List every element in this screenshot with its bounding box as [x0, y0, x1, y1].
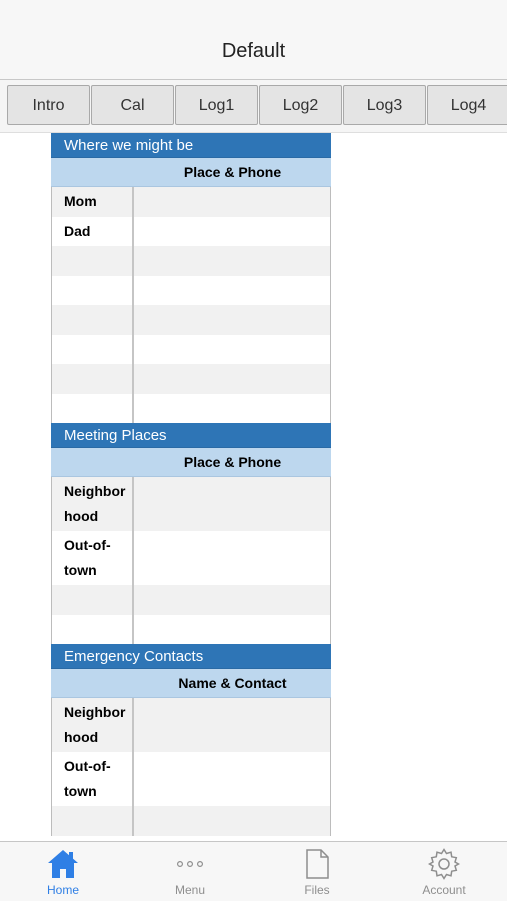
row-label: Out-of- town [52, 752, 134, 806]
section-header-meeting [51, 448, 331, 477]
nav-files[interactable] [254, 842, 380, 901]
table-cell[interactable] [134, 585, 330, 615]
table-cell[interactable] [134, 364, 330, 394]
page-title: Default [221, 40, 286, 62]
tab-cal[interactable]: Cal [91, 85, 174, 125]
row-label: Out-of- town [52, 531, 134, 585]
row-label: Neighbor hood [52, 477, 134, 531]
table-row[interactable] [51, 217, 331, 247]
section-title-where: Where we might be [51, 133, 331, 158]
row-label: Neighbor hood [52, 698, 134, 752]
table-row[interactable] [51, 394, 331, 424]
table-cell[interactable] [134, 752, 330, 806]
nav-label: Files [304, 883, 330, 897]
table-row[interactable] [51, 364, 331, 394]
table-row[interactable] [51, 187, 331, 217]
nav-account[interactable] [381, 842, 507, 901]
row-label [52, 394, 134, 424]
table-row[interactable] [51, 752, 331, 806]
table-cell[interactable] [134, 394, 330, 424]
column-header: Place & Phone [183, 454, 282, 470]
row-label: Mom [52, 187, 134, 217]
section-header-where [51, 158, 331, 187]
row-label [52, 585, 134, 615]
row-label [52, 615, 134, 645]
spreadsheet-view[interactable] [0, 133, 507, 841]
table-row[interactable] [51, 806, 331, 836]
table-row[interactable] [51, 305, 331, 335]
table-cell[interactable] [134, 531, 330, 585]
section-title-meeting: Meeting Places [51, 423, 331, 448]
table-cell[interactable] [134, 276, 330, 306]
row-label [52, 246, 134, 276]
row-label [52, 276, 134, 306]
table-row[interactable] [51, 698, 331, 752]
nav-label: Account [422, 883, 466, 897]
table-cell[interactable] [134, 305, 330, 335]
tab-intro[interactable]: Intro [7, 85, 90, 125]
table-row[interactable] [51, 335, 331, 365]
table-cell[interactable] [134, 477, 330, 531]
table-cell[interactable] [134, 615, 330, 645]
more-dots-icon [173, 848, 207, 885]
tab-log2[interactable]: Log2 [259, 85, 342, 125]
table-row[interactable] [51, 585, 331, 615]
nav-label: Menu [174, 883, 206, 897]
table-row[interactable] [51, 276, 331, 306]
table-row[interactable] [51, 477, 331, 531]
row-label: Dad [52, 217, 134, 247]
section-title-emergency: Emergency Contacts [51, 644, 331, 669]
tab-log4[interactable]: Log4 [427, 85, 507, 125]
column-header: Name & Contact [178, 675, 287, 691]
row-label [52, 364, 134, 394]
sheet-grid [51, 133, 331, 836]
row-label [52, 305, 134, 335]
row-label [52, 806, 134, 836]
table-cell[interactable] [134, 187, 330, 217]
column-header: Place & Phone [183, 164, 282, 180]
nav-menu[interactable] [127, 842, 253, 901]
section-header-emergency [51, 669, 331, 698]
table-row[interactable] [51, 531, 331, 585]
tab-log3[interactable]: Log3 [343, 85, 426, 125]
nav-header [0, 0, 507, 80]
file-icon [300, 848, 334, 885]
table-cell[interactable] [134, 698, 330, 752]
table-cell[interactable] [134, 806, 330, 836]
table-row[interactable] [51, 246, 331, 276]
tab-log1[interactable]: Log1 [175, 85, 258, 125]
nav-home[interactable] [0, 842, 126, 901]
sheet-tab-bar [0, 80, 507, 133]
table-row[interactable] [51, 615, 331, 645]
home-icon [46, 848, 80, 885]
table-cell[interactable] [134, 246, 330, 276]
nav-label: Home [46, 883, 79, 897]
table-cell[interactable] [134, 335, 330, 365]
table-cell[interactable] [134, 217, 330, 247]
row-label [52, 335, 134, 365]
gear-icon [427, 848, 461, 885]
bottom-tab-bar [0, 841, 507, 901]
